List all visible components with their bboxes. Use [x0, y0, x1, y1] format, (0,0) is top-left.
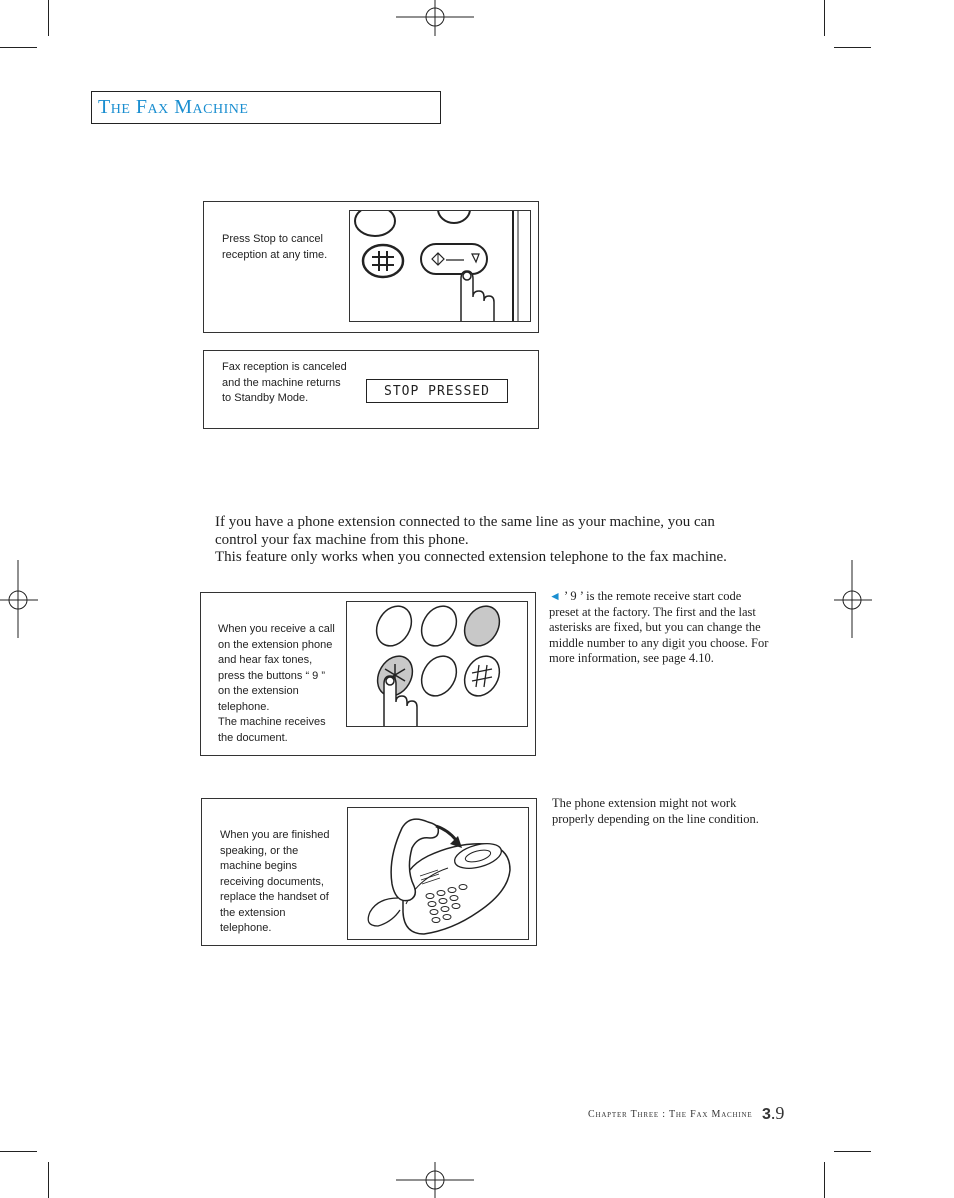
step-stop-panel [203, 201, 539, 333]
step-canceled-instruction: Fax reception is canceled and the machine returns to Standby Mode. [222, 361, 347, 404]
registration-mark-right [832, 560, 872, 640]
intro-paragraph [215, 514, 815, 567]
note-remote-code-text: ’ 9 ’ is the remote receive start code preset at the factory. The first and the last asterisks are fixed, but you can change the middle number to any digit you choose. For more information, see page 4.10. [549, 589, 769, 666]
hash-key-icon [462, 652, 502, 700]
telephone-illustration [347, 807, 529, 940]
registration-mark-left [0, 560, 40, 640]
page-title: The Fax Machine [98, 96, 249, 118]
page-number-minor: .9 [770, 1103, 785, 1123]
step-hangup-instruction: When you are finished speaking, or the machine begins receiving documents, replace the handset of the extension telephone. [220, 829, 330, 934]
step-canceled-panel [203, 350, 539, 429]
step-hangup-panel [201, 798, 537, 946]
page-number [762, 1103, 784, 1124]
registration-mark-top [396, 0, 474, 40]
intro-line-1: If you have a phone extension connected to the same line as your machine, you can [215, 514, 715, 530]
step-receive-result: The machine receives the document. [218, 716, 326, 744]
intro-line-2: control your fax machine from this phone. [215, 531, 469, 548]
note-remote-code [549, 589, 771, 667]
finger-press-icon [381, 672, 425, 727]
step-stop-instruction: Press Stop to cancel reception at any time. [222, 233, 328, 261]
step-receive-panel [200, 592, 536, 756]
registration-mark-bottom [396, 1160, 474, 1198]
note-marker-icon: ◄ [549, 589, 561, 603]
finger-press-icon [456, 267, 500, 322]
step-receive-instruction: When you receive a call on the extension phone and hear fax tones, press the buttons “ 9 ” on the extension telephone. [218, 623, 335, 713]
arrow-down-icon [432, 822, 468, 850]
footer-chapter: Chapter Three : The Fax Machine [588, 1109, 753, 1120]
note-line-condition: The phone extension might not work properly depending on the line condition. [552, 796, 759, 826]
keypad-illustration [346, 601, 528, 727]
intro-line-3: This feature only works when you connected extension telephone to the fax machine. [215, 549, 727, 565]
control-panel-illustration [349, 210, 531, 322]
lcd-display: STOP PRESSED [366, 379, 508, 403]
page-number-major: 3 [762, 1106, 771, 1123]
hash-key-icon [360, 243, 406, 279]
